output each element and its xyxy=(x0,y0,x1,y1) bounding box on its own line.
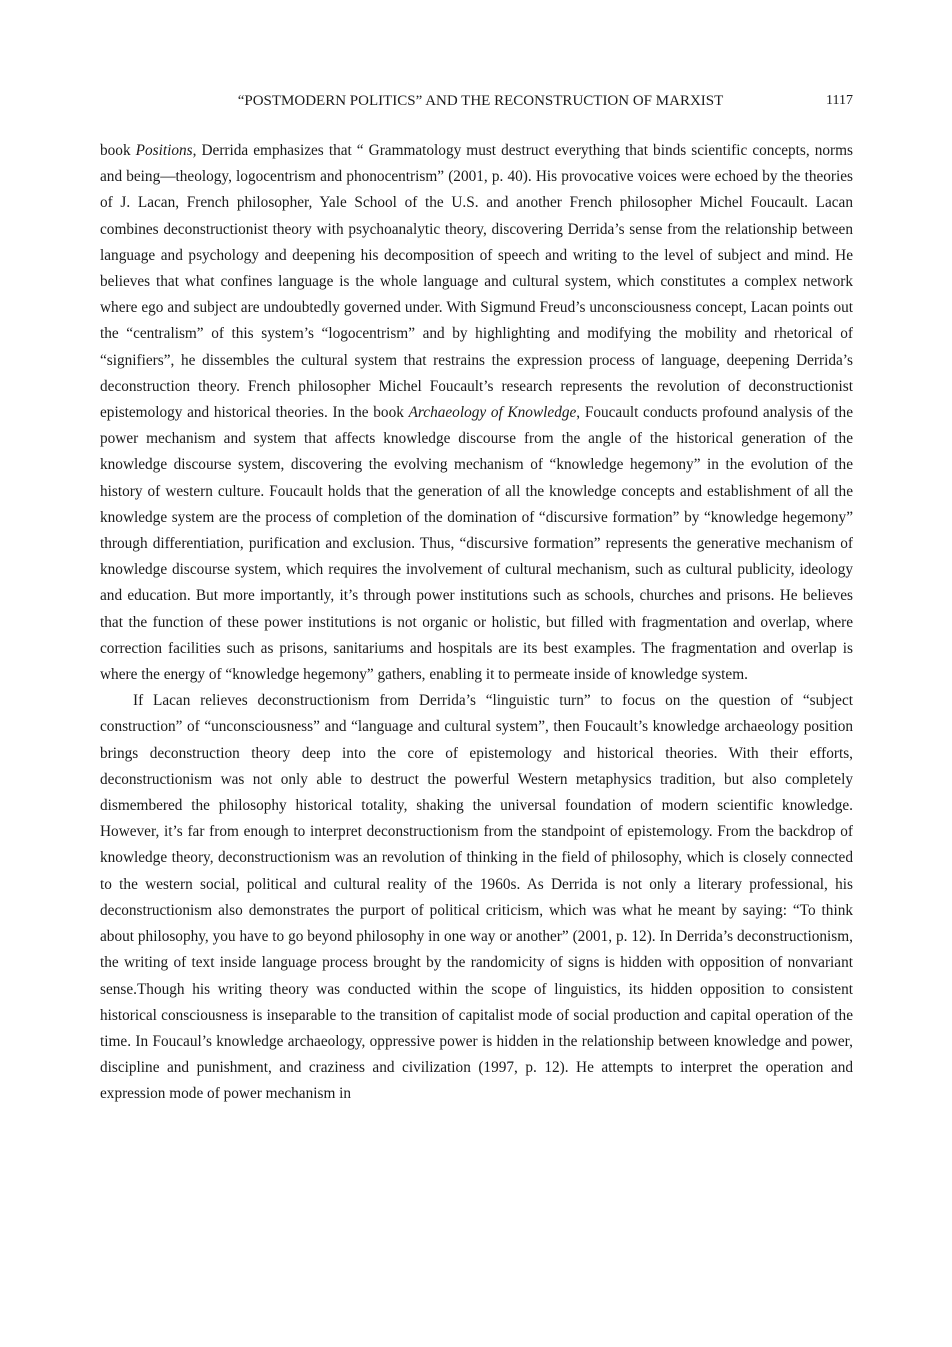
paragraph-1 xyxy=(100,138,853,688)
paragraph-1-text-c: , Foucault conducts profound analysis of the power mechanism and system that affects knowledge discourse from the angle of the historical generation of the knowledge discourse system, discovering the evolving mechanism of “knowledge hegemony” in the evolution of the history of western culture. Foucault holds that the generation of all the knowledge concepts and establishment of all the knowledge system are the process of completion of the domination of “discursive formation” by “knowledge hegemony” through differentiation, purification and exclusion. Thus, “discursive formation” represents the generative mechanism of knowledge discourse system, which requires the involvement of cultural mechanism, such as cultural publicity, ideology and education. But more importantly, it’s through power institutions such as schools, churches and prisons. He believes that the function of these power institutions is not organic or holistic, but filled with fragmentation and overlap, where correction facilities such as prisons, sanitariums and hospitals are its best examples. The fragmentation and overlap is where the energy of “knowledge hegemony” gathers, enabling it to permeate inside of knowledge system. xyxy=(100,404,853,684)
running-header xyxy=(100,91,853,111)
body-text xyxy=(100,138,853,1108)
book-title-positions: Positions xyxy=(135,142,193,159)
page-number: 1117 xyxy=(826,93,853,108)
paragraph-1-text-b: , Derrida emphasizes that “ Grammatology must destruct everything that binds scientific concepts, norms and being—theology, logocentrism and phonocentrism” (2001, p. 40). His provocative voices were echoed by the theories of J. Lacan, French philosopher, Yale School of the U.S. and another French philosopher Michel Foucault. Lacan combines deconstructionist theory with psychoanalytic theory, discovering Derrida’s sense from the relationship between language and psychology and deepening his decomposition of speech and writing to the level of subject and mind. He believes that what confines language is the whole language and cultural system, which constitutes a complex network where ego and subject are undoubtedly governed under. With Sigmund Freud’s unconsciousness concept, Lacan points out the “centralism” of this system’s “logocentrism” and by highlighting and modifying the mobility and rhetorical of “signifiers”, he dissembles the cultural system that restrains the expression process of language, deepening Derrida’s deconstruction theory. French philosopher Michel Foucault’s research represents the revolution of deconstructionist epistemology and historical theories. In the book xyxy=(100,142,854,422)
running-title: “POSTMODERN POLITICS” AND THE RECONSTRUCTION OF MARXIST xyxy=(237,93,724,109)
book-title-archaeology-of-knowledge: Archaeology of Knowledge xyxy=(408,404,577,422)
paragraph-1-text-a: book xyxy=(100,142,136,159)
paragraph-2: If Lacan relieves deconstructionism from Derrida’s “linguistic turn” to focus on the question of “subject construction” of “unconsciousness” and “language and cultural system”, then Foucault’s knowledge archaeology position brings deconstruction theory deep into the core of epistemology and historical theories. With their efforts, deconstructionism was not only able to destruct the powerful Western metaphysics tradition, but also completely dismembered the philosophy historical totality, shaking the universal foundation of modern scientific knowledge. However, it’s far from enough to interpret deconstructionism from the standpoint of epistemology. From the backdrop of knowledge theory, deconstructionism was an revolution of thinking in the field of philosophy, which is closely connected to the western social, political and cultural reality of the 1960s. As Derrida is not only a literary professional, his deconstructionism also demonstrates the purport of political criticism, which was what he meant by saying: “To think about philosophy, you have to go beyond philosophy in one way or another” (2001, p. 12). In Derrida’s deconstructionism, the writing of text inside language process brought by the randomicity of signs is hidden with opposition of nonvariant sense.Though his writing theory was conducted within the scope of linguistics, its hidden opposition to consistent historical consciousness is inseparable to the transition of capitalist mode of social production and capital operation of the time. In Foucaul’s knowledge archaeology, oppressive power is hidden in the relationship between knowledge and power, discipline and punishment, and craziness and civilization (1997, p. 12). He attempts to interpret the operation and expression mode of power mechanism in xyxy=(100,692,853,1103)
